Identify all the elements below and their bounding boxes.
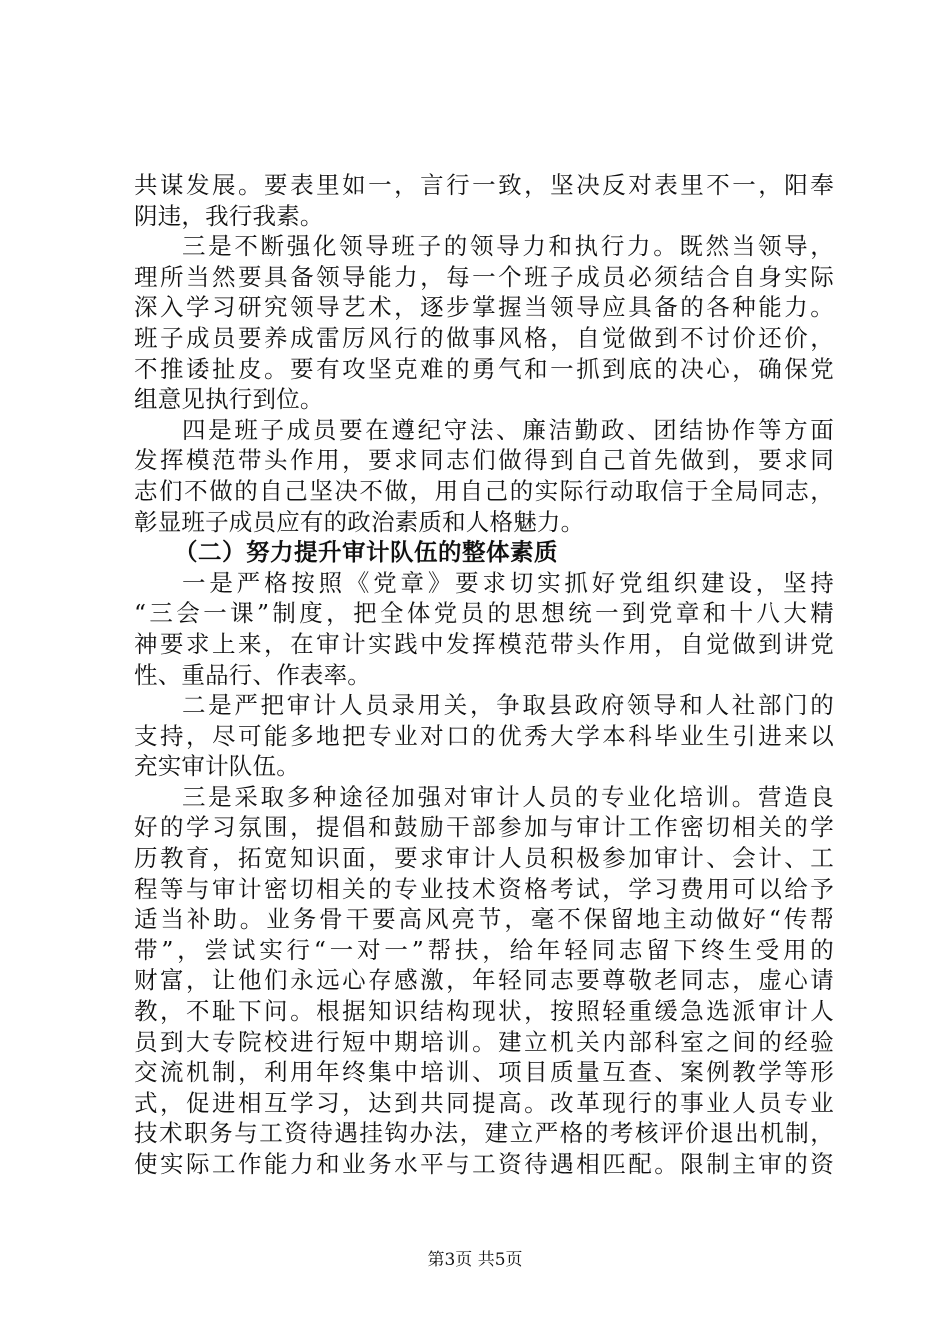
- text-line: 式，促进相互学习，达到共同提高。改革现行的事业人员专业: [134, 1088, 834, 1117]
- text-line: 二是严把审计人员录用关，争取县政府领导和人社部门的: [182, 691, 834, 720]
- text-line: 教，不耻下问。根据知识结构现状，按照轻重缓急选派审计人: [134, 997, 834, 1026]
- text-line: 共谋发展。要表里如一，言行一致，坚决反对表里不一，阳奉: [134, 171, 834, 199]
- text-line: 神要求上来，在审计实践中发挥模范带头作用，自觉做到讲党: [134, 629, 834, 658]
- text-line: 班子成员要养成雷厉风行的做事风格，自觉做到不讨价还价，: [134, 323, 834, 352]
- section-heading: （二）努力提升审计队伍的整体素质: [174, 538, 558, 567]
- text-line: 程等与审计密切相关的专业技术资格考试，学习费用可以给予: [134, 874, 834, 903]
- text-line: 四是班子成员要在遵纪守法、廉洁勤政、团结协作等方面: [182, 415, 834, 444]
- text-line: 深入学习研究领导艺术，逐步掌握当领导应具备的各种能力。: [134, 293, 834, 322]
- text-line: 历教育，拓宽知识面，要求审计人员积极参加审计、会计、工: [134, 844, 834, 873]
- text-line: 一是严格按照《党章》要求切实抓好党组织建设，坚持: [182, 568, 834, 597]
- document-body: [134, 170, 834, 1180]
- text-line: 三是不断强化领导班子的领导力和执行力。既然当领导，: [182, 232, 834, 261]
- text-line: 性、重品行、作表率。: [134, 660, 371, 689]
- text-line: 适当补助。业务骨干要高风亮节，毫不保留地主动做好“传帮: [134, 905, 834, 934]
- text-line: 充实审计队伍。: [134, 752, 300, 781]
- text-line: 阴违，我行我素。: [134, 201, 324, 230]
- text-line: 志们不做的自己坚决不做，用自己的实际行动取信于全局同志，: [134, 476, 834, 505]
- text-line: 不推诿扯皮。要有攻坚克难的勇气和一抓到底的决心，确保党: [134, 354, 834, 383]
- text-line: 支持，尽可能多地把专业对口的优秀大学本科毕业生引进来以: [134, 721, 834, 750]
- text-line: 技术职务与工资待遇挂钩办法，建立严格的考核评价退出机制，: [134, 1119, 834, 1148]
- text-line: “三会一课”制度，把全体党员的思想统一到党章和十八大精: [134, 599, 834, 628]
- text-line: 财富，让他们永远心存感激，年轻同志要尊敬老同志，虚心请: [134, 966, 834, 995]
- text-line: 员到大专院校进行短中期培训。建立机关内部科室之间的经验: [134, 1027, 834, 1056]
- text-line: 组意见执行到位。: [134, 385, 324, 414]
- text-line: 交流机制，利用年终集中培训、项目质量互查、案例教学等形: [134, 1058, 834, 1087]
- text-line: 彰显班子成员应有的政治素质和人格魅力。: [134, 507, 585, 536]
- text-line: 带”，尝试实行“一对一”帮扶，给年轻同志留下终生受用的: [134, 935, 834, 964]
- text-line: 三是采取多种途径加强对审计人员的专业化培训。营造良: [182, 782, 834, 811]
- text-line: 发挥模范带头作用，要求同志们做得到自己首先做到，要求同: [134, 446, 834, 475]
- text-line: 好的学习氛围，提倡和鼓励干部参加与审计工作密切相关的学: [134, 813, 834, 842]
- text-line: 使实际工作能力和业务水平与工资待遇相匹配。限制主审的资: [134, 1150, 834, 1178]
- page-footer: 第3页 共5页: [427, 1250, 523, 1270]
- text-line: 理所当然要具备领导能力，每一个班子成员必须结合自身实际: [134, 262, 834, 291]
